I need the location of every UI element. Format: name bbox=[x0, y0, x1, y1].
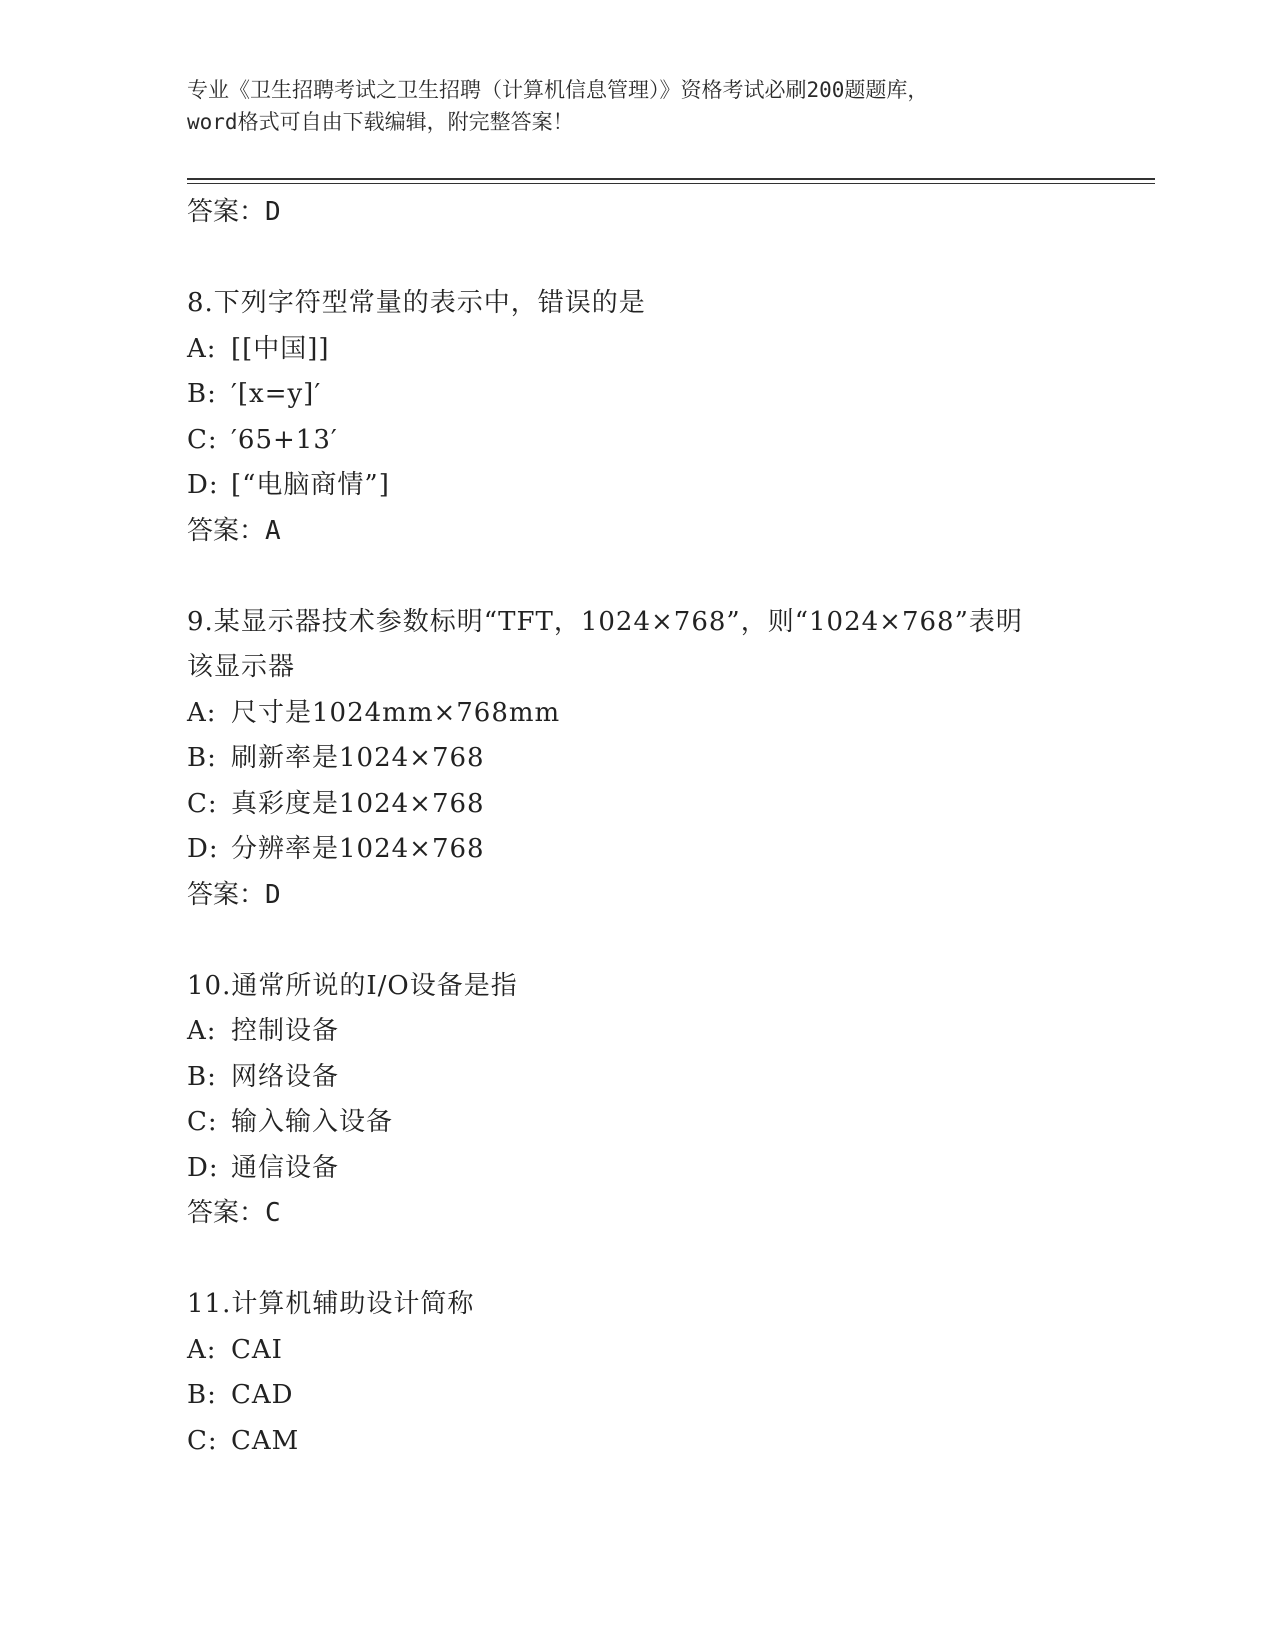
option-label: B: bbox=[187, 379, 217, 409]
spacer bbox=[187, 236, 1147, 282]
option-text: ′65+13′ bbox=[231, 424, 338, 455]
option-text: 分辨率是1024×768 bbox=[231, 834, 485, 864]
option-text: CAD bbox=[231, 1380, 294, 1410]
answer-option bbox=[187, 691, 1147, 737]
answer-option bbox=[187, 1419, 1147, 1465]
answer-line: 答案：D bbox=[187, 879, 281, 910]
question-block bbox=[187, 1282, 1147, 1464]
option-text: 刷新率是1024×768 bbox=[231, 743, 485, 773]
answer-line: 答案：D bbox=[187, 197, 281, 227]
option-label: B: bbox=[187, 743, 217, 773]
spacer bbox=[187, 1237, 1147, 1283]
question-stem: 8.下列字符型常量的表示中，错误的是 bbox=[187, 288, 646, 318]
spacer bbox=[187, 554, 1147, 600]
option-text: ′[x=y]′ bbox=[231, 379, 322, 409]
answer-line: 答案：C bbox=[187, 1198, 281, 1228]
spacer bbox=[187, 918, 1147, 964]
option-label: C: bbox=[187, 1425, 218, 1456]
answer-option bbox=[187, 1100, 1147, 1146]
option-text: 通信设备 bbox=[231, 1152, 340, 1183]
question-block bbox=[187, 964, 1147, 1283]
option-label: B: bbox=[187, 1061, 217, 1092]
header-divider-thick bbox=[187, 178, 1155, 180]
page-header bbox=[187, 74, 1087, 138]
question-list bbox=[187, 190, 1147, 1464]
option-text: 控制设备 bbox=[231, 1016, 340, 1046]
answer-option bbox=[187, 1373, 1147, 1419]
option-label: D: bbox=[187, 470, 219, 500]
option-text: 尺寸是1024mm×768mm bbox=[231, 697, 561, 728]
question-stem: 该显示器 bbox=[187, 652, 296, 682]
header-line-1: 专业《卫生招聘考试之卫生招聘（计算机信息管理）》资格考试必刷200题题库， bbox=[187, 78, 929, 102]
option-label: C: bbox=[187, 424, 218, 455]
option-label: C: bbox=[187, 1107, 218, 1137]
option-label: D: bbox=[187, 834, 219, 864]
header-divider-thin bbox=[187, 183, 1155, 184]
option-text: 真彩度是1024×768 bbox=[231, 788, 485, 819]
question-stem: 10.通常所说的I/O设备是指 bbox=[187, 970, 518, 1001]
option-label: A: bbox=[187, 697, 217, 728]
option-label: A: bbox=[187, 1334, 217, 1365]
option-text: 输入输入设备 bbox=[231, 1107, 394, 1137]
answer-option bbox=[187, 827, 1147, 873]
answer-option bbox=[187, 1055, 1147, 1101]
answer-option bbox=[187, 463, 1147, 509]
option-text: CAI bbox=[231, 1334, 283, 1365]
question-stem: 11.计算机辅助设计简称 bbox=[187, 1289, 475, 1319]
answer-line: 答案：A bbox=[187, 515, 281, 546]
option-text: 网络设备 bbox=[231, 1061, 340, 1092]
answer-option bbox=[187, 736, 1147, 782]
option-label: D: bbox=[187, 1152, 219, 1183]
answer-option bbox=[187, 327, 1147, 373]
answer-option bbox=[187, 1146, 1147, 1192]
option-text: [“电脑商情”] bbox=[231, 470, 390, 500]
question-stem: 9.某显示器技术参数标明“TFT，1024×768”，则“1024×768”表明 bbox=[187, 606, 1023, 637]
answer-option bbox=[187, 782, 1147, 828]
answer-option bbox=[187, 1009, 1147, 1055]
option-text: CAM bbox=[231, 1425, 300, 1456]
option-label: C: bbox=[187, 788, 218, 819]
header-line-2: word格式可自由下载编辑，附完整答案！ bbox=[187, 110, 574, 134]
answer-option bbox=[187, 418, 1147, 464]
option-text: [[中国]] bbox=[231, 333, 330, 364]
answer-option bbox=[187, 1328, 1147, 1374]
question-block bbox=[187, 600, 1147, 964]
option-label: A: bbox=[187, 1016, 217, 1046]
question-block bbox=[187, 281, 1147, 600]
option-label: B: bbox=[187, 1380, 217, 1410]
answer-option bbox=[187, 372, 1147, 418]
option-label: A: bbox=[187, 333, 217, 364]
